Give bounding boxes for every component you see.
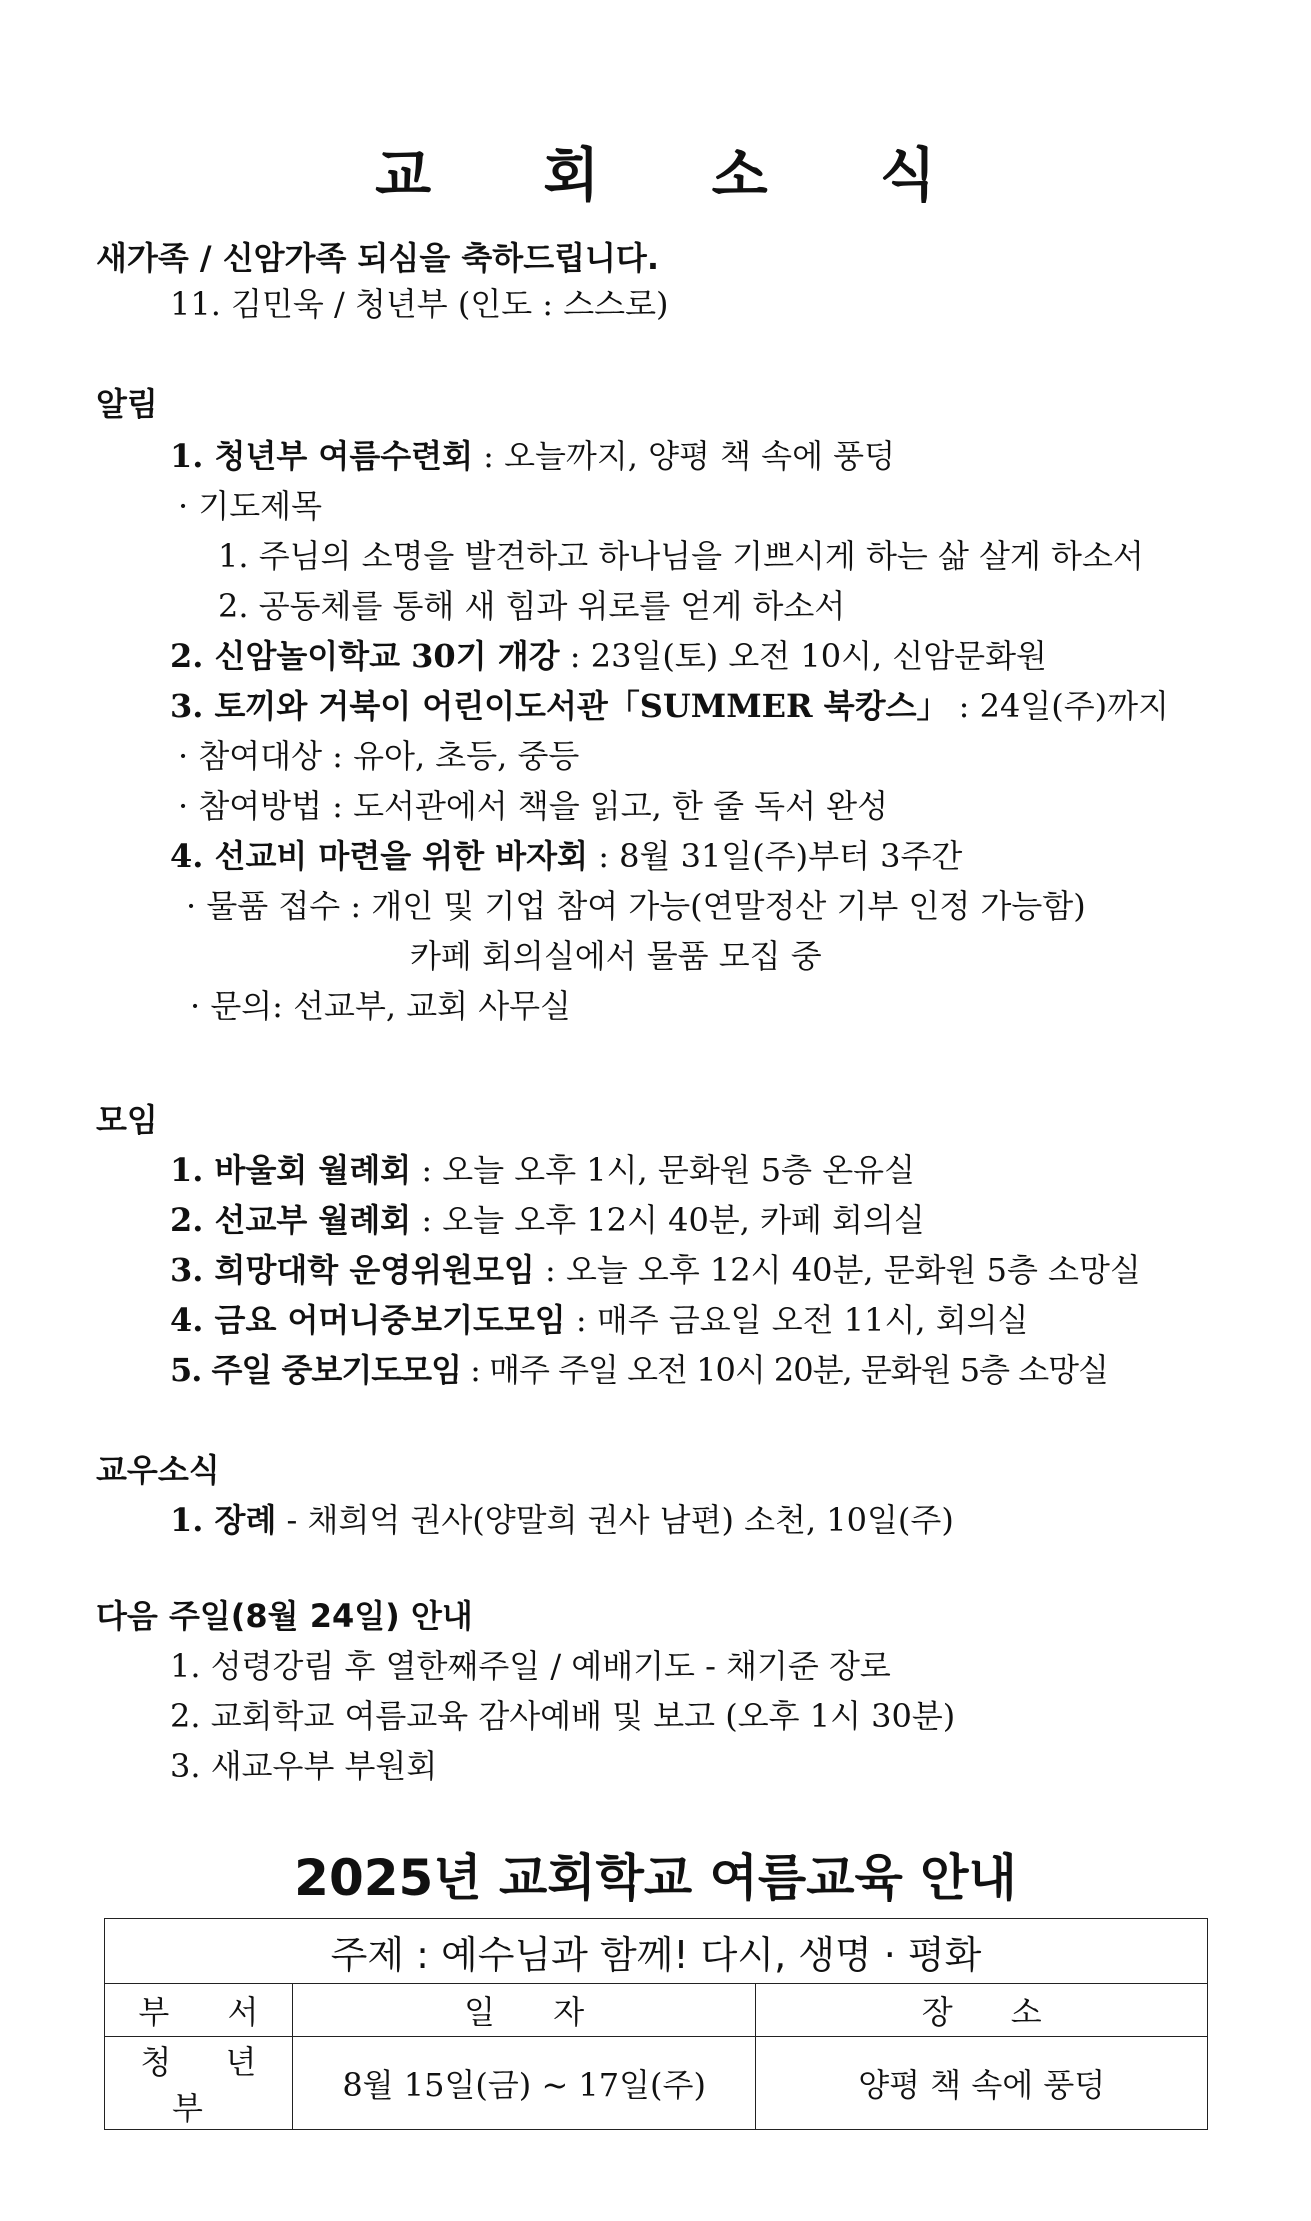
notice-item-4-goods: · 물품 접수 : 개인 및 기업 참여 가능(연말정산 기부 인정 가능함) (186, 887, 1086, 925)
meeting-item (170, 1300, 1028, 1340)
member-news-heading: 교우소식 (96, 1451, 220, 1489)
new-family-heading: 새가족 / 신암가족 되심을 축하드립니다. (96, 239, 659, 277)
meeting-item-text: : 매주 금요일 오전 11시, 회의실 (575, 1301, 1029, 1339)
next-week-heading: 다음 주일(8월 24일) 안내 (96, 1597, 473, 1635)
meeting-item-label: 3. 희망대학 운영위원모임 (170, 1251, 535, 1289)
notice-item-3-text: : 24일(주)까지 (958, 687, 1169, 725)
table-header-row (105, 1984, 1208, 2037)
notice-item-3-method: · 참여방법 : 도서관에서 책을 읽고, 한 줄 독서 완성 (178, 787, 889, 825)
theme-cell: 주제 : 예수님과 함께! 다시, 생명 · 평화 (105, 1919, 1208, 1984)
next-week-item: 2. 교회학교 여름교육 감사예배 및 보고 (오후 1시 30분) (170, 1697, 956, 1735)
new-family-entry: 11. 김민욱 / 청년부 (인도 : 스스로) (170, 285, 669, 323)
header-date: 일 자 (292, 1984, 756, 2037)
next-week-item: 3. 새교우부 부원회 (170, 1747, 438, 1785)
notice-item-2-text: : 23일(토) 오전 10시, 신암문화원 (569, 637, 1047, 675)
meeting-item (170, 1250, 1141, 1290)
meeting-item (170, 1150, 915, 1190)
meeting-item-text: : 매주 주일 오전 10시 20분, 문화원 5층 소망실 (470, 1351, 1108, 1389)
notice-item-3-label: 3. 토끼와 거북이 어린이도서관「SUMMER 북캉스」 (170, 687, 949, 725)
meeting-item (170, 1350, 1108, 1390)
notice-item-2 (170, 636, 1047, 676)
meetings-heading: 모임 (96, 1101, 158, 1139)
notice-item-3 (170, 686, 1169, 726)
notice-item-1 (170, 436, 895, 476)
table-row (105, 2037, 1208, 2130)
notice-item-4-label: 4. 선교비 마련을 위한 바자회 (170, 837, 589, 875)
notice-item-4-contact: · 문의: 선교부, 교회 사무실 (190, 987, 571, 1025)
notice-item-4-goods-line2: 카페 회의실에서 물품 모집 중 (410, 937, 822, 975)
member-news-item (170, 1500, 954, 1540)
meeting-item-text: : 오늘 오후 12시 40분, 문화원 5층 소망실 (544, 1251, 1141, 1289)
notices-heading: 알림 (96, 385, 158, 423)
meeting-item-label: 5. 주일 중보기도모임 (170, 1351, 461, 1389)
cell-place: 양평 책 속에 풍덩 (756, 2037, 1208, 2130)
prayer-topic-1: 1. 주님의 소명을 발견하고 하나님을 기쁘시게 하는 삶 살게 하소서 (218, 537, 1144, 575)
prayer-topic-2: 2. 공동체를 통해 새 힘과 위로를 얻게 하소서 (218, 587, 846, 625)
cell-date: 8월 15일(금) ~ 17일(주) (292, 2037, 756, 2130)
header-department: 부 서 (105, 1984, 293, 2037)
summer-program-title: 2025년 교회학교 여름교육 안내 (294, 1849, 1017, 1907)
page-title: 교 회 소 식 (375, 141, 982, 209)
meeting-item-text: : 오늘 오후 12시 40분, 카페 회의실 (421, 1201, 925, 1239)
meeting-item-label: 2. 선교부 월례회 (170, 1201, 412, 1239)
cell-department: 청 년 부 (105, 2037, 293, 2130)
notice-item-1-label: 1. 청년부 여름수련회 (170, 437, 473, 475)
theme-row (105, 1919, 1208, 1984)
member-news-label: 1. 장례 (170, 1501, 277, 1539)
notice-item-1-text: : 오늘까지, 양평 책 속에 풍덩 (483, 437, 896, 475)
member-news-text: - 채희억 권사(양말희 권사 남편) 소천, 10일(주) (276, 1501, 954, 1539)
notice-item-4 (170, 836, 962, 876)
header-place: 장 소 (756, 1984, 1208, 2037)
next-week-item: 1. 성령강림 후 열한째주일 / 예배기도 - 채기준 장로 (170, 1647, 891, 1685)
notice-item-4-text: : 8월 31일(주)부터 3주간 (598, 837, 963, 875)
meeting-item-label: 4. 금요 어머니중보기도모임 (170, 1301, 566, 1339)
meeting-item-label: 1. 바울회 월례회 (170, 1151, 412, 1189)
notice-item-1-sub: · 기도제목 (178, 487, 322, 525)
notice-item-2-label: 2. 신암놀이학교 30기 개강 (170, 637, 560, 675)
meeting-item-text: : 오늘 오후 1시, 문화원 5층 온유실 (421, 1151, 915, 1189)
notice-item-3-target: · 참여대상 : 유아, 초등, 중등 (178, 737, 580, 775)
meeting-item (170, 1200, 925, 1240)
summer-program-table (104, 1918, 1208, 2130)
